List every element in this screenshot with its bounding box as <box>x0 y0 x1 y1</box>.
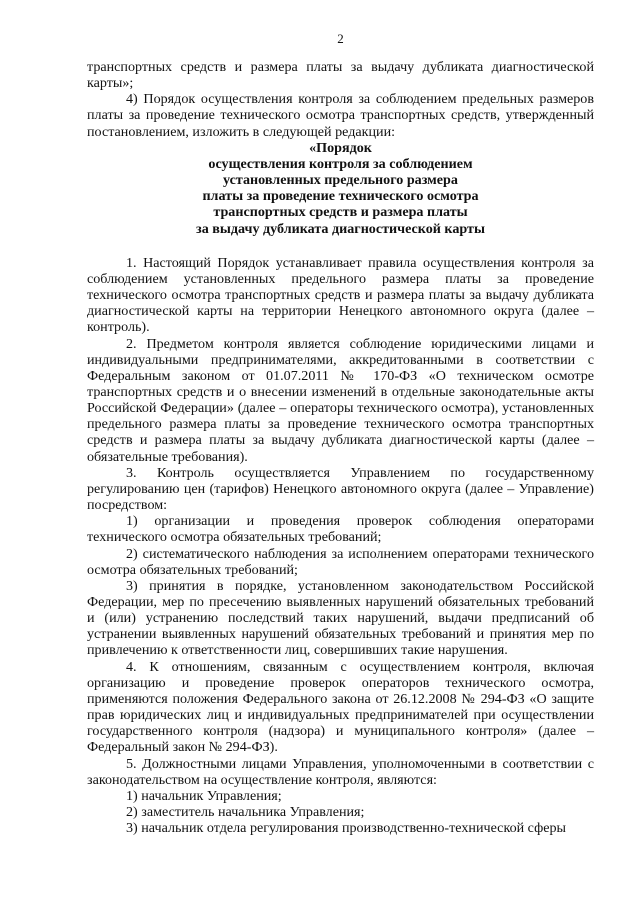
section-3: 3. Контроль осуществляется Управлением по государственному регулированию цен (тарифов) Ненецкого автономного округа (далее – Управление) посредством: <box>87 464 594 514</box>
title-line-4: платы за проведение технического осмотра <box>202 188 479 205</box>
section-3-item-1: 1) организации и проведения проверок соблюдения операторами технического осмотра обязательных требований; <box>87 513 594 546</box>
section-3-item-3: 3) принятия в порядке, установленном законодательством Российской Федерации, мер по пресечению выявленных нарушений обязательных требований и (или) устранению последствий таких нарушений, выдачи предписаний об устранении выявленных нарушений обязательных требований и принятия мер по привлечению к ответственности лиц, совершивших такие нарушения. <box>87 577 594 659</box>
section-2: 2. Предметом контроля является соблюдение юридическими лицами и индивидуальными предпринимателями, аккредитованными в соответствии с Федеральным законом от 01.07.2011 № 170-ФЗ «О техническом осмотре транспортных средств и о внесении изменений в отдельные законодательные акты Российской Федерации» (далее – операторы технического осмотра), установленных предельного размера платы за проведение технического осмотра транспортных средств и размера платы за выдачу дубликата диагностической карты (далее –обязательные требования). <box>87 335 594 465</box>
paragraph-continuation: транспортных средств и размера платы за выдачу дубликата диагностической карты»; <box>87 59 594 92</box>
section-1: 1. Настоящий Порядок устанавливает правила осуществления контроля за соблюдением установленных предельного размера платы за проведение технического осмотра транспортных средств и размера платы за выдачу дубликата диагностической карты на территории Ненецкого автономного округа (далее – контроль). <box>87 254 594 336</box>
section-4: 4. К отношениям, связанным с осуществлением контроля, включая организацию и проведение проверок операторов технического осмотра, применяются положения Федерального закона от 26.12.2008 № 294-ФЗ «О защите прав юридических лиц и индивидуальных предпринимателей при осуществлении государственного контроля (надзора) и муниципального контроля» (далее – Федеральный закон № 294-ФЗ). <box>87 658 594 756</box>
document-title <box>87 140 594 237</box>
section-5-item-1: 1) начальник Управления; <box>126 787 282 804</box>
title-line-2: осуществления контроля за соблюдением <box>208 155 473 172</box>
title-line-5: транспортных средств и размера платы <box>213 204 468 221</box>
title-line-1: «Порядок <box>309 139 372 156</box>
title-line-3: установленных предельного размера <box>223 172 458 189</box>
section-5: 5. Должностными лицами Управления, уполномоченными в соответствии с законодательством на осуществление контроля, являются: <box>87 755 594 788</box>
title-line-6: за выдачу дубликата диагностической карты <box>196 220 485 237</box>
section-3-item-2: 2) систематического наблюдения за исполнением операторами технического осмотра обязательных требований; <box>87 545 594 578</box>
section-5-item-3: 3) начальник отдела регулирования производственно-технической сферы <box>126 820 567 837</box>
page-number: 2 <box>337 31 344 46</box>
section-5-item-2: 2) заместитель начальника Управления; <box>126 804 365 821</box>
paragraph-item-4: 4) Порядок осуществления контроля за соблюдением предельных размеров платы за проведение технического осмотра транспортных средств, утвержденный постановлением, изложить в следующей редакции: <box>87 91 594 140</box>
